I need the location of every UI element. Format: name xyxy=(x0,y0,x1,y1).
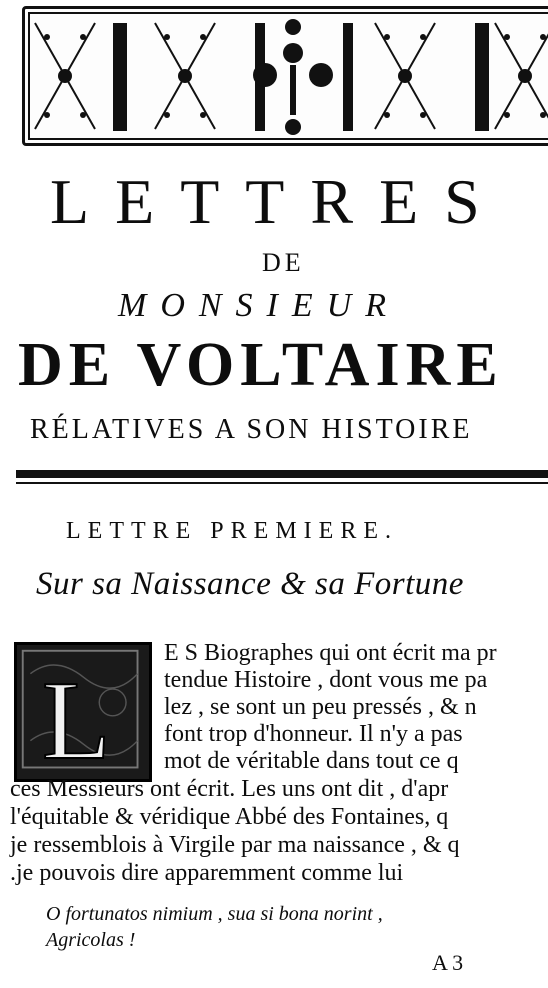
headpiece-ornament xyxy=(25,9,548,143)
title-de-voltaire: DE VOLTAIRE xyxy=(18,331,504,399)
signature-mark: A 3 xyxy=(432,950,464,975)
title-de: DE xyxy=(262,248,305,277)
divider-rule-thin xyxy=(16,482,548,484)
letter-heading: LETTRE PREMIERE. xyxy=(66,518,398,544)
title-monsieur: MONSIEUR xyxy=(118,287,400,324)
body-line-5: mot de véritable dans tout ce q xyxy=(164,748,459,774)
body-line-2: tendue Histoire , dont vous me pa xyxy=(164,667,488,693)
drop-cap xyxy=(14,642,152,782)
epigraph-line-1: O fortunatos nimium , sua si bona norint , xyxy=(46,903,383,925)
title-lettres: LETTRES xyxy=(50,166,506,237)
drop-cap-letter: L xyxy=(41,657,111,779)
drop-cap-ornament xyxy=(17,645,149,779)
body-line-4: font trop d'honneur. Il n'y a pas xyxy=(164,721,463,747)
body-line-9: .je pouvois dire apparemment comme lui xyxy=(10,860,404,886)
body-line-6: ces Messieurs ont écrit. Les uns ont dit , d'apr xyxy=(10,776,449,802)
letter-subtitle: Sur sa Naissance & sa Fortune xyxy=(36,566,464,602)
epigraph-line-2: Agricolas ! xyxy=(46,929,136,951)
body-line-1: E S Biographes qui ont écrit ma pr xyxy=(164,640,497,666)
ornamental-headpiece xyxy=(22,6,548,146)
body-line-7: l'équitable & véridique Abbé des Fontaines, q xyxy=(10,804,449,830)
title-relatives: RÉLATIVES A SON HISTOIRE xyxy=(30,414,473,445)
body-line-3: lez , se sont un peu pressés , & n xyxy=(164,694,477,720)
divider-rule-thick xyxy=(16,470,548,478)
body-line-8: je ressemblois à Virgile par ma naissance , & q xyxy=(10,832,460,858)
